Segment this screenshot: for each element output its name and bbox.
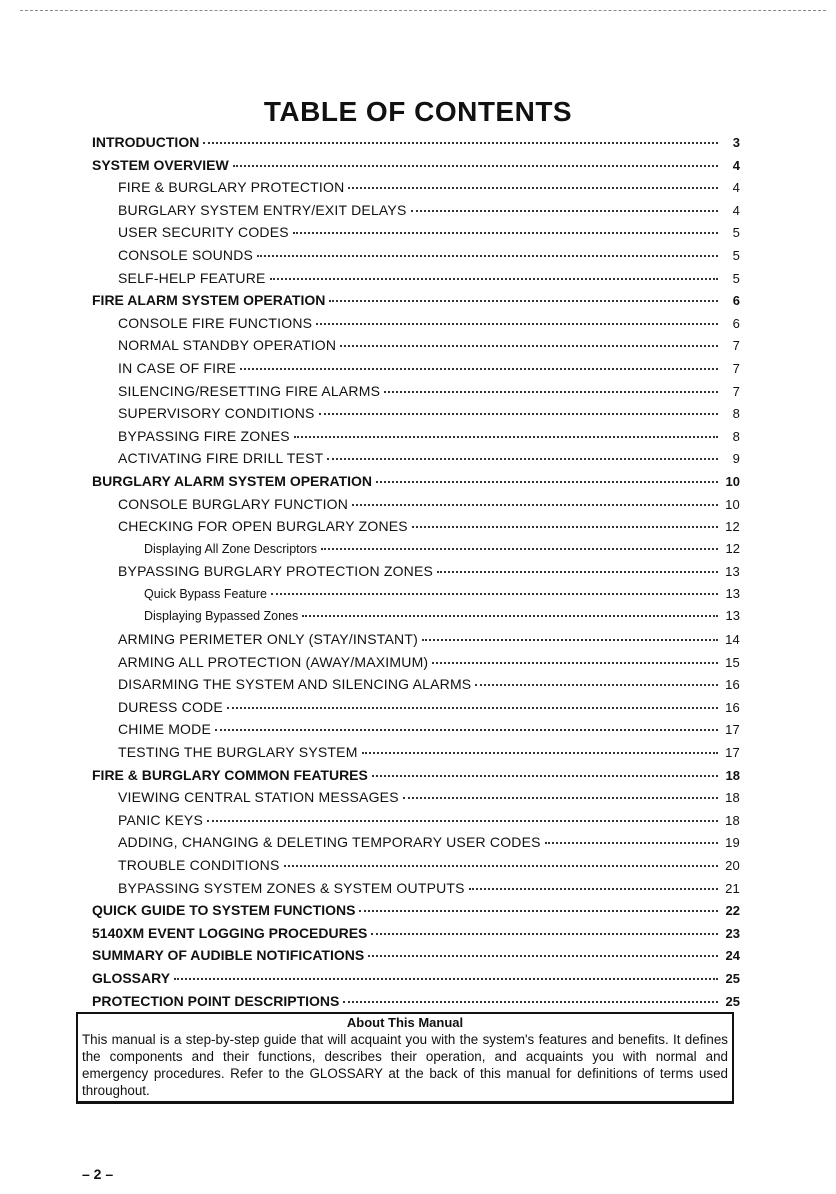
toc-entry <box>80 292 740 315</box>
toc-entry-title: INTRODUCTION <box>92 134 200 150</box>
toc-entry <box>80 270 740 293</box>
toc-entry <box>80 224 740 247</box>
toc-entry-title: GLOSSARY <box>92 969 171 986</box>
toc-entry-page: 17 <box>725 745 740 761</box>
toc-entry <box>80 405 740 428</box>
toc-entry-title: FIRE & BURGLARY PROTECTION <box>118 179 345 196</box>
toc-entry-title: CHECKING FOR OPEN BURGLARY ZONES <box>118 518 408 535</box>
dot-leader <box>362 752 718 754</box>
dot-leader <box>432 662 718 664</box>
toc-entry-page: 25 <box>725 993 740 1009</box>
toc-entry <box>80 473 740 496</box>
toc-entry-title: ARMING PERIMETER ONLY (STAY/INSTANT) <box>118 631 418 648</box>
toc-entry <box>80 608 740 631</box>
toc-entry-title: PANIC KEYS <box>118 811 203 828</box>
toc-entry <box>80 947 740 970</box>
toc-entry-page: 21 <box>725 880 740 896</box>
dot-leader <box>475 684 718 686</box>
dot-leader <box>348 187 718 189</box>
toc-entry-page: 20 <box>725 858 740 873</box>
dot-leader <box>316 323 718 325</box>
dot-leader <box>270 278 718 280</box>
dot-leader <box>340 345 718 347</box>
dot-leader <box>469 888 718 890</box>
toc-entry <box>80 247 740 270</box>
dot-leader <box>371 933 718 935</box>
page-number: – 2 – <box>82 1166 114 1182</box>
toc-entry-title: BURGLARY SYSTEM ENTRY/EXIT DELAYS <box>118 201 407 218</box>
toc-entry-title: FIRE ALARM SYSTEM OPERATION <box>92 292 326 309</box>
toc-entry <box>80 360 740 383</box>
toc-entry-title: CHIME MODE <box>118 721 211 738</box>
toc-entry-title: BYPASSING SYSTEM ZONES & SYSTEM OUTPUTS <box>118 879 465 896</box>
toc-entry-title: SILENCING/RESETTING FIRE ALARMS <box>118 382 381 399</box>
toc-entry <box>80 563 740 586</box>
toc-entry-page: 15 <box>725 654 740 670</box>
toc-entry-title: DURESS CODE <box>118 698 223 715</box>
toc-entry <box>80 699 740 722</box>
toc-entry <box>80 631 740 654</box>
toc-entry-page: 10 <box>725 473 740 489</box>
toc-entry-title: PROTECTION POINT DESCRIPTIONS <box>92 992 340 1009</box>
dot-leader <box>293 232 718 234</box>
toc-entry <box>80 857 740 880</box>
toc-entry <box>80 134 740 157</box>
about-box <box>76 1012 734 1104</box>
toc-list <box>80 134 740 1015</box>
toc-entry-title: FIRE & BURGLARY COMMON FEATURES <box>92 766 368 783</box>
toc-entry-title: SUMMARY OF AUDIBLE NOTIFICATIONS <box>92 947 365 964</box>
toc-entry-title: VIEWING CENTRAL STATION MESSAGES <box>118 789 399 806</box>
toc-entry-title: CONSOLE FIRE FUNCTIONS <box>118 314 313 331</box>
page-title: TABLE OF CONTENTS <box>263 96 573 127</box>
toc-entry-page: 23 <box>725 925 740 941</box>
toc-entry-page: 22 <box>725 903 740 919</box>
dot-leader <box>422 639 718 641</box>
dot-leader <box>294 436 718 438</box>
dot-leader <box>352 504 718 506</box>
toc-entry-title: NORMAL STANDBY OPERATION <box>118 337 337 354</box>
toc-entry <box>80 880 740 903</box>
toc-entry <box>80 315 740 338</box>
dot-leader <box>203 142 718 144</box>
toc-entry <box>80 970 740 993</box>
toc-entry-page: 12 <box>725 540 740 556</box>
toc-entry-page: 18 <box>725 812 740 828</box>
dot-leader <box>233 165 718 167</box>
toc-entry-page: 12 <box>725 519 740 535</box>
dot-leader <box>302 615 718 617</box>
toc-entry-page: 18 <box>725 767 740 783</box>
toc-entry-title: BYPASSING FIRE ZONES <box>118 427 290 444</box>
toc-entry-page: 10 <box>725 496 740 512</box>
dot-leader <box>271 593 718 595</box>
toc-entry-title: SELF-HELP FEATURE <box>118 269 266 286</box>
toc-entry <box>80 337 740 360</box>
toc-entry-page: 5 <box>732 247 740 263</box>
toc-entry-page: 3 <box>732 135 740 150</box>
dot-leader <box>257 255 718 257</box>
toc-entry-page: 13 <box>725 608 740 624</box>
dot-leader <box>403 797 718 799</box>
dot-leader <box>207 820 718 822</box>
toc-entry-page: 8 <box>732 428 740 444</box>
toc-entry-title: TESTING THE BURGLARY SYSTEM <box>118 744 358 761</box>
toc-entry-title: DISARMING THE SYSTEM AND SILENCING ALARMS <box>118 676 472 693</box>
toc-entry-title: Quick Bypass Feature <box>144 586 267 601</box>
toc-entry-title: BYPASSING BURGLARY PROTECTION ZONES <box>118 563 434 580</box>
dot-leader <box>343 1001 718 1003</box>
dot-leader <box>437 571 718 573</box>
toc-entry <box>80 586 740 609</box>
toc-entry <box>80 496 740 519</box>
toc-entry <box>80 789 740 812</box>
toc-entry-title: QUICK GUIDE TO SYSTEM FUNCTIONS <box>92 902 356 919</box>
top-rule <box>20 10 826 11</box>
toc-entry-title: CONSOLE SOUNDS <box>118 246 254 263</box>
dot-leader <box>215 729 718 731</box>
toc-entry-page: 4 <box>732 180 740 196</box>
dot-leader <box>284 865 718 867</box>
toc-entry <box>80 202 740 225</box>
toc-entry-title: SUPERVISORY CONDITIONS <box>118 405 315 422</box>
toc-entry-page: 18 <box>725 790 740 806</box>
toc-entry <box>80 834 740 857</box>
toc-entry-title: USER SECURITY CODES <box>118 224 289 241</box>
toc-entry-page: 5 <box>732 225 740 241</box>
toc-entry-title: BURGLARY ALARM SYSTEM OPERATION <box>92 472 373 489</box>
dot-leader <box>319 413 718 415</box>
dot-leader <box>227 707 718 709</box>
dot-leader <box>384 391 718 393</box>
toc-entry <box>80 450 740 473</box>
toc-entry <box>80 654 740 677</box>
toc-entry-page: 8 <box>732 406 740 422</box>
toc-entry-page: 7 <box>732 360 740 376</box>
dot-leader <box>376 481 718 483</box>
toc-entry-page: 7 <box>732 338 740 354</box>
toc-entry <box>80 812 740 835</box>
dot-leader <box>327 458 718 460</box>
about-body: This manual is a step-by-step guide that will acquaint you with the system's features and benefits. It defines the components and their functions, describes their operation, and acquaints you with normal and emergency procedures. Refer to the GLOSSARY at the back of this manual for definitions of terms used throughout. <box>82 1032 728 1098</box>
toc-entry <box>80 744 740 767</box>
toc-entry-title: Displaying All Zone Descriptors <box>144 541 317 556</box>
toc-entry-page: 6 <box>732 315 740 331</box>
toc-entry-page: 9 <box>732 451 740 467</box>
toc-entry-page: 24 <box>725 948 740 964</box>
toc-entry <box>80 383 740 406</box>
toc-entry-title: SYSTEM OVERVIEW <box>92 156 229 173</box>
toc-entry-page: 6 <box>732 293 740 309</box>
toc-entry-page: 14 <box>725 632 740 648</box>
toc-entry <box>80 428 740 451</box>
dot-leader <box>174 978 718 980</box>
toc-entry-title: TROUBLE CONDITIONS <box>118 857 280 873</box>
dot-leader <box>372 775 718 777</box>
toc-entry-page: 5 <box>732 270 740 286</box>
toc-entry-title: ADDING, CHANGING & DELETING TEMPORARY USER CODES <box>118 834 541 851</box>
toc-entry-page: 13 <box>725 585 740 601</box>
dot-leader <box>411 210 718 212</box>
toc-entry-page: 17 <box>725 722 740 738</box>
toc-entry <box>80 179 740 202</box>
toc-entry-title: CONSOLE BURGLARY FUNCTION <box>118 495 349 512</box>
toc-entry-page: 4 <box>732 157 740 173</box>
toc-entry-title: ARMING ALL PROTECTION (AWAY/MAXIMUM) <box>118 653 429 670</box>
about-title: About This Manual <box>346 1015 464 1030</box>
toc-entry-page: 25 <box>725 970 740 986</box>
toc-entry <box>80 676 740 699</box>
toc-entry <box>80 925 740 948</box>
dot-leader <box>359 910 718 912</box>
toc-entry-page: 19 <box>725 835 740 851</box>
dot-leader <box>545 842 718 844</box>
toc-entry <box>80 518 740 541</box>
toc-entry <box>80 541 740 564</box>
toc-entry-title: Displaying Bypassed Zones <box>144 609 299 624</box>
dot-leader <box>240 368 718 370</box>
toc-entry-page: 16 <box>725 677 740 693</box>
dot-leader <box>368 955 718 957</box>
dot-leader <box>329 300 718 302</box>
toc-entry-title: IN CASE OF FIRE <box>118 359 237 376</box>
toc-entry-title: ACTIVATING FIRE DRILL TEST <box>118 450 324 467</box>
toc-entry <box>80 902 740 925</box>
toc-entry <box>80 157 740 180</box>
dot-leader <box>412 526 718 528</box>
toc-entry <box>80 721 740 744</box>
dot-leader <box>321 548 718 550</box>
toc-entry-page: 4 <box>732 202 740 218</box>
toc-entry-page: 13 <box>725 564 740 580</box>
toc-entry-page: 16 <box>725 699 740 715</box>
toc-entry <box>80 767 740 790</box>
toc-entry-title: 5140XM EVENT LOGGING PROCEDURES <box>92 924 368 941</box>
toc-entry-page: 7 <box>732 383 740 399</box>
